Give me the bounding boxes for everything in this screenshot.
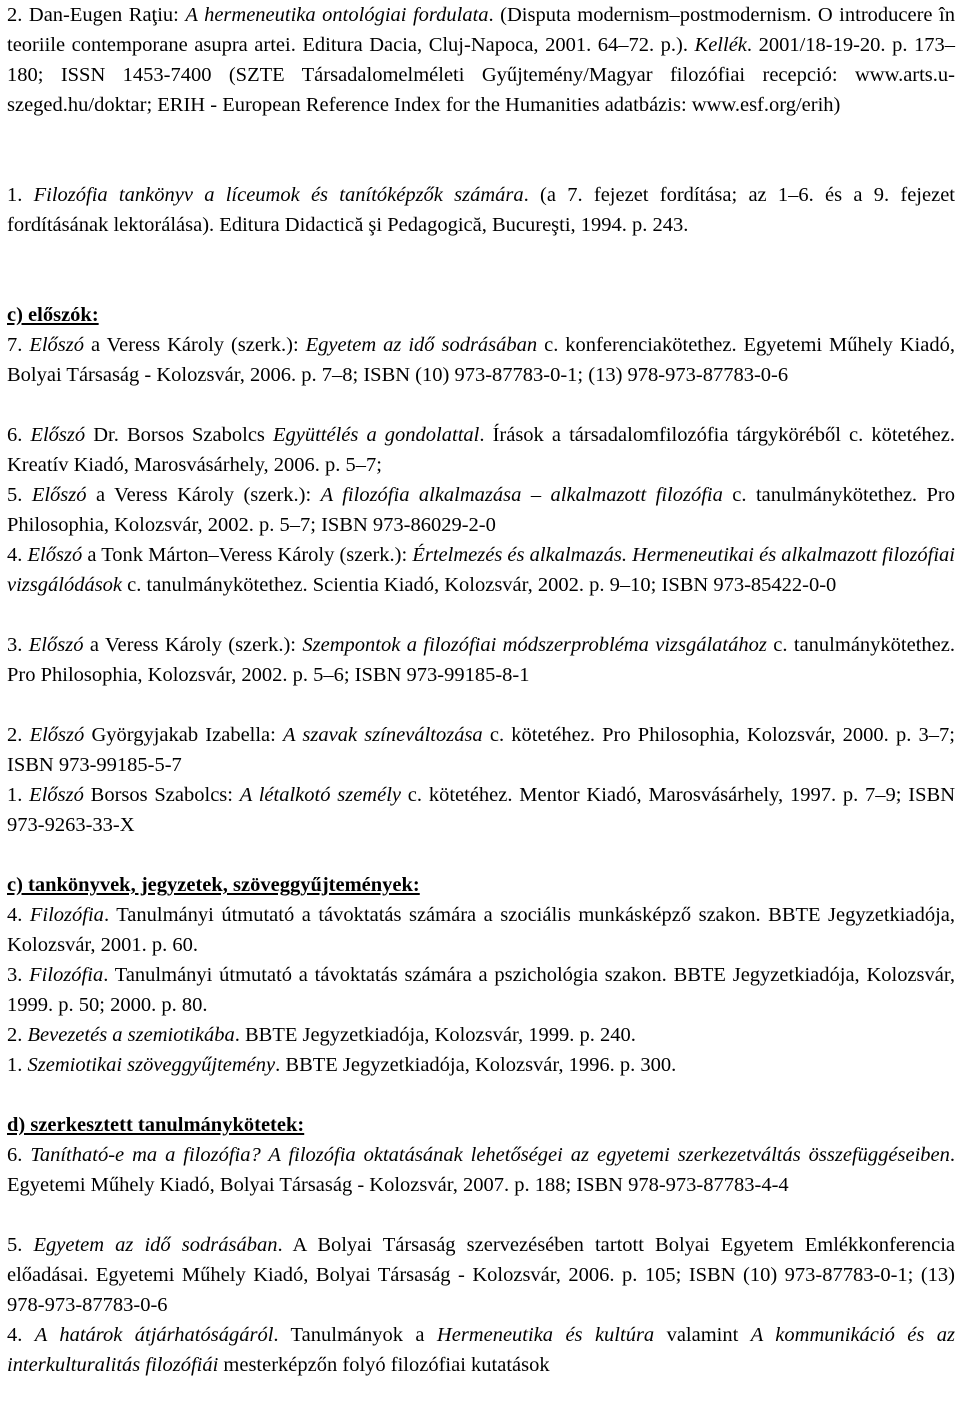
text-run: 3.	[7, 964, 30, 986]
styled-text: Filozófia	[29, 964, 104, 986]
styled-text: A létalkotó személy	[239, 784, 402, 806]
text-run: . BBTE Jegyzetkiadója, Kolozsvár, 1996. p. 300.	[275, 1054, 677, 1076]
text-run: . 2001/18-19-20. p. 173–180; ISSN 1453-7400 (SZTE Társadalomelméleti Gyűjtemény/Magyar filozófiai recepció: www.arts.u-szeged.hu/doktar; ERIH - European Reference Index for the Humanities adatbázis: www.esf.org/erih)	[7, 34, 955, 116]
text-run: . (a 7. fejezet fordítása; az 1–6. és a 9. fejezet fordításának lektorálása). Editura Didactică şi Pedagogică, Bucureşti, 1994. p. 243.	[7, 184, 955, 236]
bibliography-entry	[7, 1020, 955, 1050]
bibliography-entry	[7, 0, 955, 120]
bibliography-entry	[7, 780, 955, 840]
bibliography-entry	[7, 540, 955, 600]
text-run: 5.	[7, 1234, 34, 1256]
bibliography-entry	[7, 630, 955, 690]
bibliography-entry	[7, 1140, 955, 1200]
styled-text: Kellék	[694, 34, 747, 56]
section-heading	[7, 300, 99, 330]
styled-text: Egyetem az idő sodrásában	[305, 334, 538, 356]
text-run: c) tankönyvek, jegyzetek, szöveggyűjtemények:	[7, 874, 420, 896]
styled-text: Előszó	[29, 334, 85, 356]
styled-text: Bevezetés a szemiotikába	[27, 1024, 235, 1046]
text-run: 7.	[7, 334, 30, 356]
styled-text: A határok átjárhatóságáról	[34, 1324, 274, 1346]
text-run: valamint	[654, 1324, 751, 1346]
styled-text: Egyetem az idő sodrásában	[33, 1234, 278, 1256]
text-run: c. tanulmánykötethez. Pro Philosophia, Kolozsvár, 2002. p. 5–6; ISBN 973-99185-8-1	[7, 634, 955, 686]
text-run: 2.	[7, 724, 30, 746]
text-run: . A Bolyai Társaság szervezésében tartott Bolyai Egyetem Emlékkonferencia előadásai. Egyetemi Műhely Kiadó, Bolyai Társaság - Kolozsvár, 2006. p. 105; ISBN (10) 973-87783-0-1; (13) 978-973-87783-0-6	[7, 1234, 955, 1316]
text-run: 1.	[7, 184, 34, 206]
text-run: c. tanulmánykötethez. Pro Philosophia, Kolozsvár, 2002. p. 5–7; ISBN 973-86029-2-0	[7, 484, 955, 536]
text-run: 3.	[7, 634, 29, 656]
text-run: Borsos Szabolcs:	[83, 784, 240, 806]
text-run: 5.	[7, 484, 32, 506]
text-run: 1.	[7, 784, 30, 806]
bibliography-entry	[7, 180, 955, 240]
text-run: . Tanulmányi útmutató a távoktatás számára a szociális munkásképző szakon. BBTE Jegyzetkiadója, Kolozsvár, 2001. p. 60.	[7, 904, 955, 956]
styled-text: Előszó	[30, 424, 86, 446]
text-run: c. konferenciakötethez. Egyetemi Műhely Kiadó, Bolyai Társaság - Kolozsvár, 2006. p. 7–8; ISBN (10) 973-87783-0-1; (13) 978-973-87783-0-6	[7, 334, 955, 386]
text-run: . Tanulmányi útmutató a távoktatás számára a pszichológia szakon. BBTE Jegyzetkiadója, Kolozsvár, 1999. p. 50; 2000. p. 80.	[7, 964, 955, 1016]
styled-text: Előszó	[29, 724, 85, 746]
styled-text: Értelmezés és alkalmazás. Hermeneutikai és alkalmazott filozófiai vizsgálódások	[7, 544, 956, 596]
text-run: 6.	[7, 1144, 31, 1166]
section-heading	[7, 870, 420, 900]
text-run: c. kötetéhez. Mentor Kiadó, Marosvásárhely, 1997. p. 7–9; ISBN 973-9263-33-X	[7, 784, 955, 836]
text-run: . (Disputa modernism–postmodernism. O introducere în teoriile contemporane asupra artei. Editura Dacia, Cluj-Napoca, 2001. 64–72. p.).	[7, 4, 955, 56]
styled-text: Előszó	[31, 484, 87, 506]
styled-text: A kommunikáció és az interkulturalitás filozófiái	[7, 1324, 955, 1376]
bibliography-entry	[7, 480, 955, 540]
text-run: 1.	[7, 1054, 28, 1076]
text-run: a Tonk Márton–Veress Károly (szerk.):	[82, 544, 413, 566]
text-run: 6.	[7, 424, 31, 446]
bibliography-entry	[7, 900, 955, 960]
text-run: c. tanulmánykötethez. Scientia Kiadó, Kolozsvár, 2002. p. 9–10; ISBN 973-85422-0-0	[122, 574, 837, 596]
text-run: 4.	[7, 904, 30, 926]
text-run: a Veress Károly (szerk.):	[83, 634, 303, 656]
bibliography-entry	[7, 1230, 955, 1320]
bibliography-entry	[7, 1320, 955, 1380]
text-run: 2.	[7, 1024, 28, 1046]
bibliography-entry	[7, 330, 955, 390]
styled-text: Szempontok a filozófiai módszerprobléma vizsgálatához	[302, 634, 767, 656]
bibliography-entry	[7, 1050, 955, 1080]
styled-text: Előszó	[27, 544, 83, 566]
text-run: Györgyjakab Izabella:	[84, 724, 284, 746]
text-run: . Tanulmányok a	[273, 1324, 437, 1346]
styled-text: Előszó	[29, 784, 84, 806]
text-run: a Veress Károly (szerk.):	[86, 484, 321, 506]
text-run: 4.	[7, 544, 28, 566]
text-run: . BBTE Jegyzetkiadója, Kolozsvár, 1999. p. 240.	[234, 1024, 636, 1046]
section-heading	[7, 1110, 304, 1140]
styled-text: A szavak színeváltozása	[283, 724, 483, 746]
text-run: c. kötetéhez. Pro Philosophia, Kolozsvár, 2000. p. 3–7; ISBN 973-99185-5-7	[7, 724, 956, 776]
styled-text: A filozófia alkalmazása – alkalmazott filozófia	[320, 484, 723, 506]
text-run: d) szerkesztett tanulmánykötetek:	[7, 1114, 305, 1136]
text-run: . Egyetemi Műhely Kiadó, Bolyai Társaság - Kolozsvár, 2007. p. 188; ISBN 978-973-87783-4-4	[7, 1144, 956, 1196]
bibliography-entry	[7, 420, 955, 480]
text-run: a Veress Károly (szerk.):	[84, 334, 306, 356]
styled-text: Filozófia tankönyv a líceumok és tanítóképzők számára	[33, 184, 524, 206]
styled-text: A hermeneutika ontológiai fordulata	[185, 4, 489, 26]
bibliography-entry	[7, 960, 955, 1020]
text-run: Dr. Borsos Szabolcs	[85, 424, 273, 446]
text-run: 4.	[7, 1324, 35, 1346]
text-run: 2. Dan-Eugen Raţiu:	[7, 4, 186, 26]
styled-text: Szemiotikai szöveggyűjtemény	[27, 1054, 276, 1076]
styled-text: Filozófia	[29, 904, 104, 926]
bibliography-entry	[7, 720, 955, 780]
styled-text: Előszó	[28, 634, 84, 656]
text-run: mesterképzőn folyó filozófiai kutatások	[218, 1354, 550, 1376]
text-run: . Írások a társadalomfilozófia tárgyköréből c. kötetéhez. Kreatív Kiadó, Marosvásárhely, 2006. p. 5–7;	[7, 424, 955, 476]
styled-text: Hermeneutika és kultúra	[436, 1324, 655, 1346]
styled-text: Tanítható-e ma a filozófia? A filozófia oktatásának lehetőségei az egyetemi szerkezetváltás összefüggéseiben	[30, 1144, 950, 1166]
text-run: c) előszók:	[7, 304, 99, 326]
styled-text: Együttélés a gondolattal	[272, 424, 480, 446]
